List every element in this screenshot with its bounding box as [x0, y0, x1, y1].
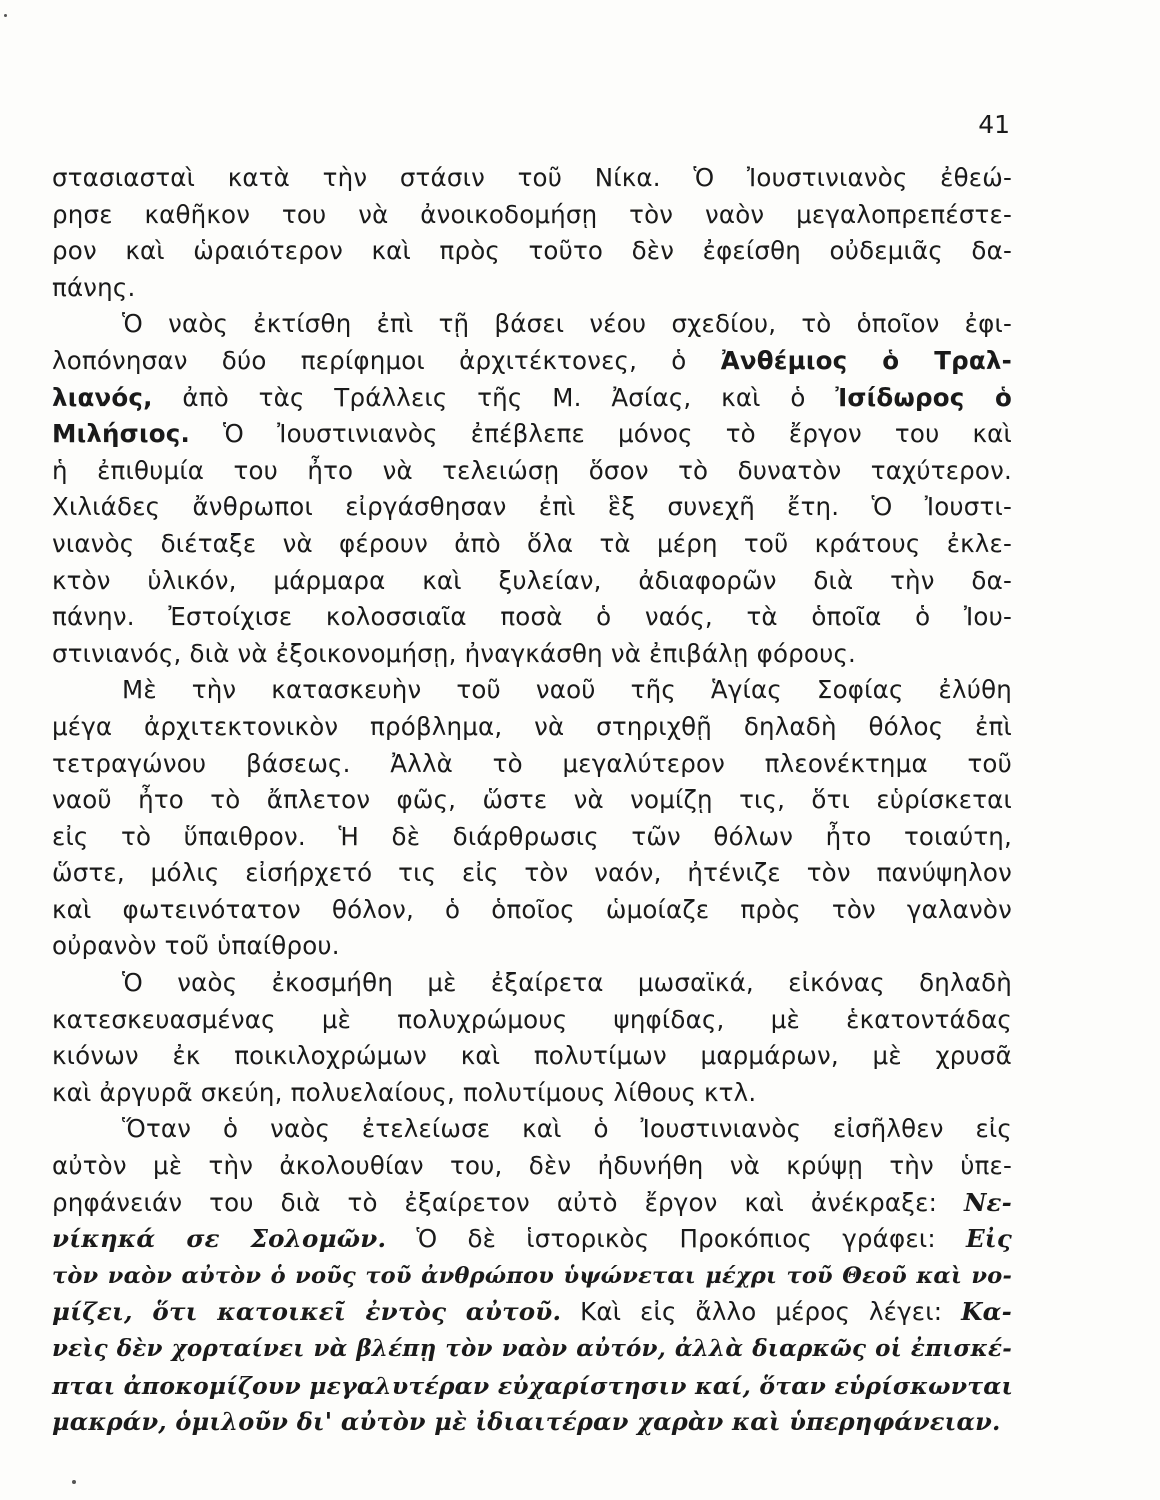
text-line: ἡ ἐπιθυμία του ἦτο νὰ τελειώσῃ ὅσον τὸ δυνατὸν ταχύτερον. — [52, 455, 1012, 485]
paragraph-start-line: Ὅταν ὁ ναὸς ἐτελείωσε καὶ ὁ Ἰουστινιανὸς εἰσῆλθεν εἰς — [122, 1114, 1012, 1144]
text-line: ναοῦ ἦτο τὸ ἄπλετον φῶς, ὥστε νὰ νομίζῃ τις, ὅτι εὑρίσκεται — [52, 785, 1012, 815]
bold-name: Ἰσίδωρος ὁ — [835, 382, 1012, 412]
paragraph-start-line: Μὲ τὴν κατασκευὴν τοῦ ναοῦ τῆς Ἁγίας Σοφίας ἐλύθη — [122, 675, 1012, 705]
bold-name: λιανός, — [52, 382, 153, 412]
italic-quote: μίζει, ὅτι κατοικεῖ ἐντὸς αὐτοῦ. — [52, 1297, 562, 1327]
bold-name: Μιλήσιος. — [52, 419, 190, 449]
italic-quote-line: πται ἀποκομίζουν μεγαλυτέραν εὐχαρίστησιν καί, ὅταν εὑρίσκωνται — [52, 1371, 1014, 1400]
italic-quote: Εἰς — [965, 1224, 1012, 1254]
text-line: μίζει, ὅτι κατοικεῖ ἐντὸς αὐτοῦ. Καὶ εἰς ἄλλο μέρος λέγει: Κα- — [52, 1297, 1013, 1327]
body-text — [52, 160, 1012, 1441]
text-line: στασιασταὶ κατὰ τὴν στάσιν τοῦ Νίκα. Ὁ Ἰουστινιανὸς ἐθεώ- — [52, 163, 1012, 192]
italic-quote: νίκηκά σε Σολομῶν. — [52, 1224, 387, 1254]
paragraph-start-line: Ὁ ναὸς ἐκτίσθη ἐπὶ τῇ βάσει νέου σχεδίου, τὸ ὁποῖον ἐφι- — [122, 309, 1012, 339]
text-line: μέγα ἀρχιτεκτονικὸν πρόβλημα, νὰ στηριχθῇ δηλαδὴ θόλος ἐπὶ — [52, 711, 1012, 741]
text-line: Μιλήσιος. Ὁ Ἰουστινιανὸς ἐπέβλεπε μόνος τὸ ἔργον του καὶ — [52, 419, 1012, 449]
italic-quote: Νε- — [963, 1187, 1012, 1217]
scan-speck — [4, 14, 7, 17]
text-line: πάνης. — [52, 272, 136, 302]
italic-quote: Κα- — [961, 1297, 1013, 1327]
text-line: πάνην. Ἐστοίχισε κολοσσιαῖα ποσὰ ὁ ναός, τὰ ὁποῖα ὁ Ἰου- — [52, 602, 1012, 632]
text-line: ρηφάνειάν του διὰ τὸ ἐξαίρετον αὐτὸ ἔργον καὶ ἀνέκραξε: Νε- — [52, 1187, 1012, 1217]
italic-quote-line: νεὶς δὲν χορταίνει νὰ βλέπῃ τὸν ναὸν αὐτόν, ἀλλὰ διαρκῶς οἱ ἐπισκέ- — [52, 1335, 1012, 1362]
italic-quote-line: μακράν, ὁμιλοῦν δι' αὐτὸν μὲ ἰδιαιτέραν χαρὰν καὶ ὑπερηφάνειαν. — [52, 1407, 1001, 1437]
text-line: νιανὸς διέταξε νὰ φέρουν ἀπὸ ὅλα τὰ μέρη τοῦ κράτους ἐκλε- — [52, 528, 1012, 558]
text-line: ρησε καθῆκον του νὰ ἀνοικοδομήσῃ τὸν ναὸν μεγαλοπρεπέστε- — [52, 199, 1012, 229]
text-line: κατεσκευασμένας μὲ πολυχρώμους ψηφίδας, μὲ ἑκατοντάδας — [52, 1004, 1012, 1034]
text-line: καὶ ἀργυρᾶ σκεύη, πολυελαίους, πολυτίμους λίθους κτλ. — [52, 1077, 757, 1107]
paragraph-start-line: Ὁ ναὸς ἐκοσμήθη μὲ ἐξαίρετα μωσαϊκά, εἰκόνας δηλαδὴ — [122, 968, 1012, 998]
italic-quote-line: τὸν ναὸν αὐτὸν ὁ νοῦς τοῦ ἀνθρώπου ὑψώνεται μέχρι τοῦ Θεοῦ καὶ νο- — [52, 1262, 1012, 1289]
text-line: λοπόνησαν δύο περίφημοι ἀρχιτέκτονες, ὁ Ἀνθέμιος ὁ Τραλ- — [52, 345, 1012, 375]
text-line: Χιλιάδες ἄνθρωποι εἰργάσθησαν ἐπὶ ἓξ συνεχῆ ἔτη. Ὁ Ἰουστι- — [52, 492, 1012, 522]
text-line: ρον καὶ ὡραιότερον καὶ πρὸς τοῦτο δὲν ἐφείσθη οὐδεμιᾶς δα- — [52, 236, 1012, 266]
text-line: καὶ φωτεινότατον θόλον, ὁ ὁποῖος ὡμοίαζε πρὸς τὸν γαλανὸν — [52, 894, 1012, 924]
text-line: οὐρανὸν τοῦ ὑπαίθρου. — [52, 931, 340, 961]
text-line: κτὸν ὑλικόν, μάρμαρα καὶ ξυλείαν, ἀδιαφορῶν διὰ τὴν δα- — [52, 565, 1012, 595]
text-line: κιόνων ἐκ ποικιλοχρώμων καὶ πολυτίμων μαρμάρων, μὲ χρυσᾶ — [52, 1041, 1012, 1071]
bold-name: Ἀνθέμιος ὁ Τραλ- — [720, 345, 1012, 375]
page-number: 41 — [978, 110, 1010, 139]
text-line: λιανός, ἀπὸ τὰς Τράλλεις τῆς Μ. Ἀσίας, καὶ ὁ Ἰσίδωρος ὁ — [52, 382, 1012, 412]
scan-speck — [72, 1480, 76, 1484]
text-line: εἰς τὸ ὕπαιθρον. Ἡ δὲ διάρθρωσις τῶν θόλων ἦτο τοιαύτη, — [52, 821, 1012, 851]
text-line: στινιανός, διὰ νὰ ἐξοικονομήσῃ, ἠναγκάσθη νὰ ἐπιβάλῃ φόρους. — [52, 638, 857, 668]
text-line: αὐτὸν μὲ τὴν ἀκολουθίαν του, δὲν ἠδυνήθη νὰ κρύψῃ τὴν ὑπε- — [52, 1151, 1012, 1181]
text-line: νίκηκά σε Σολομῶν. Ὁ δὲ ἱστορικὸς Προκόπιος γράφει: Εἰς — [52, 1224, 1012, 1254]
text-line: ὥστε, μόλις εἰσήρχετό τις εἰς τὸν ναόν, ἠτένιζε τὸν πανύψηλον — [52, 858, 1012, 888]
text-line: τετραγώνου βάσεως. Ἀλλὰ τὸ μεγαλύτερον πλεονέκτημα τοῦ — [52, 748, 1012, 778]
